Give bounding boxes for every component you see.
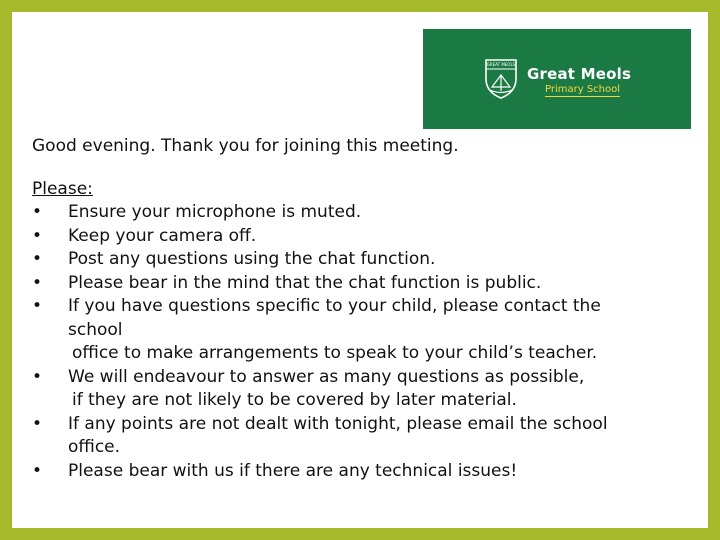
list-item-text: We will endeavour to answer as many questions as possible, [68,366,585,387]
list-item-text: office. [68,437,121,457]
list-item [32,295,702,366]
greeting-text: Good evening. Thank you for joining this meeting. [32,136,459,156]
instructions-list [32,201,702,483]
list-item [32,248,702,272]
logo-lockup [471,57,641,101]
bullet-icon: • [32,202,43,222]
bullet-icon: • [32,366,43,387]
please-heading [32,178,702,202]
list-item-text: Post any questions using the chat function. [68,249,436,269]
list-item-text: If you have questions specific to your child, please contact the [68,296,601,316]
list-item-text: Keep your camera off. [68,225,257,246]
svg-text:GREAT MEOLS: GREAT MEOLS [486,62,516,67]
school-crest-icon [483,57,519,99]
list-item-text: Please bear with us if there are any technical issues! [68,460,518,481]
list-item-text: If any points are not dealt with tonight, please email the school [68,413,608,434]
please-colon: : [87,178,93,199]
list-item [32,201,702,225]
list-item-text: Please bear in the mind that the chat function is public. [68,272,542,293]
bullet-icon: • [32,249,43,269]
list-item [32,460,702,484]
bullet-icon: • [32,225,43,246]
list-item [32,225,702,249]
bullet-icon: • [32,296,43,316]
slide [12,12,708,528]
list-item-text: Ensure your microphone is muted. [68,202,362,222]
bullet-icon: • [32,460,43,481]
bullet-icon: • [32,272,43,293]
bullet-icon: • [32,413,43,434]
please-label: Please [32,178,88,199]
school-subtitle: Primary School [545,84,621,95]
school-logo [423,29,691,129]
list-item [32,272,702,296]
slide-body [32,135,702,483]
list-item-text: school [68,319,123,340]
list-item-text: office to make arrangements to speak to your child’s teacher. [72,343,598,363]
list-item [32,413,702,460]
school-name: Great Meols [527,65,632,83]
list-item-text: if they are not likely to be covered by later material. [72,390,517,410]
list-item [32,366,702,413]
